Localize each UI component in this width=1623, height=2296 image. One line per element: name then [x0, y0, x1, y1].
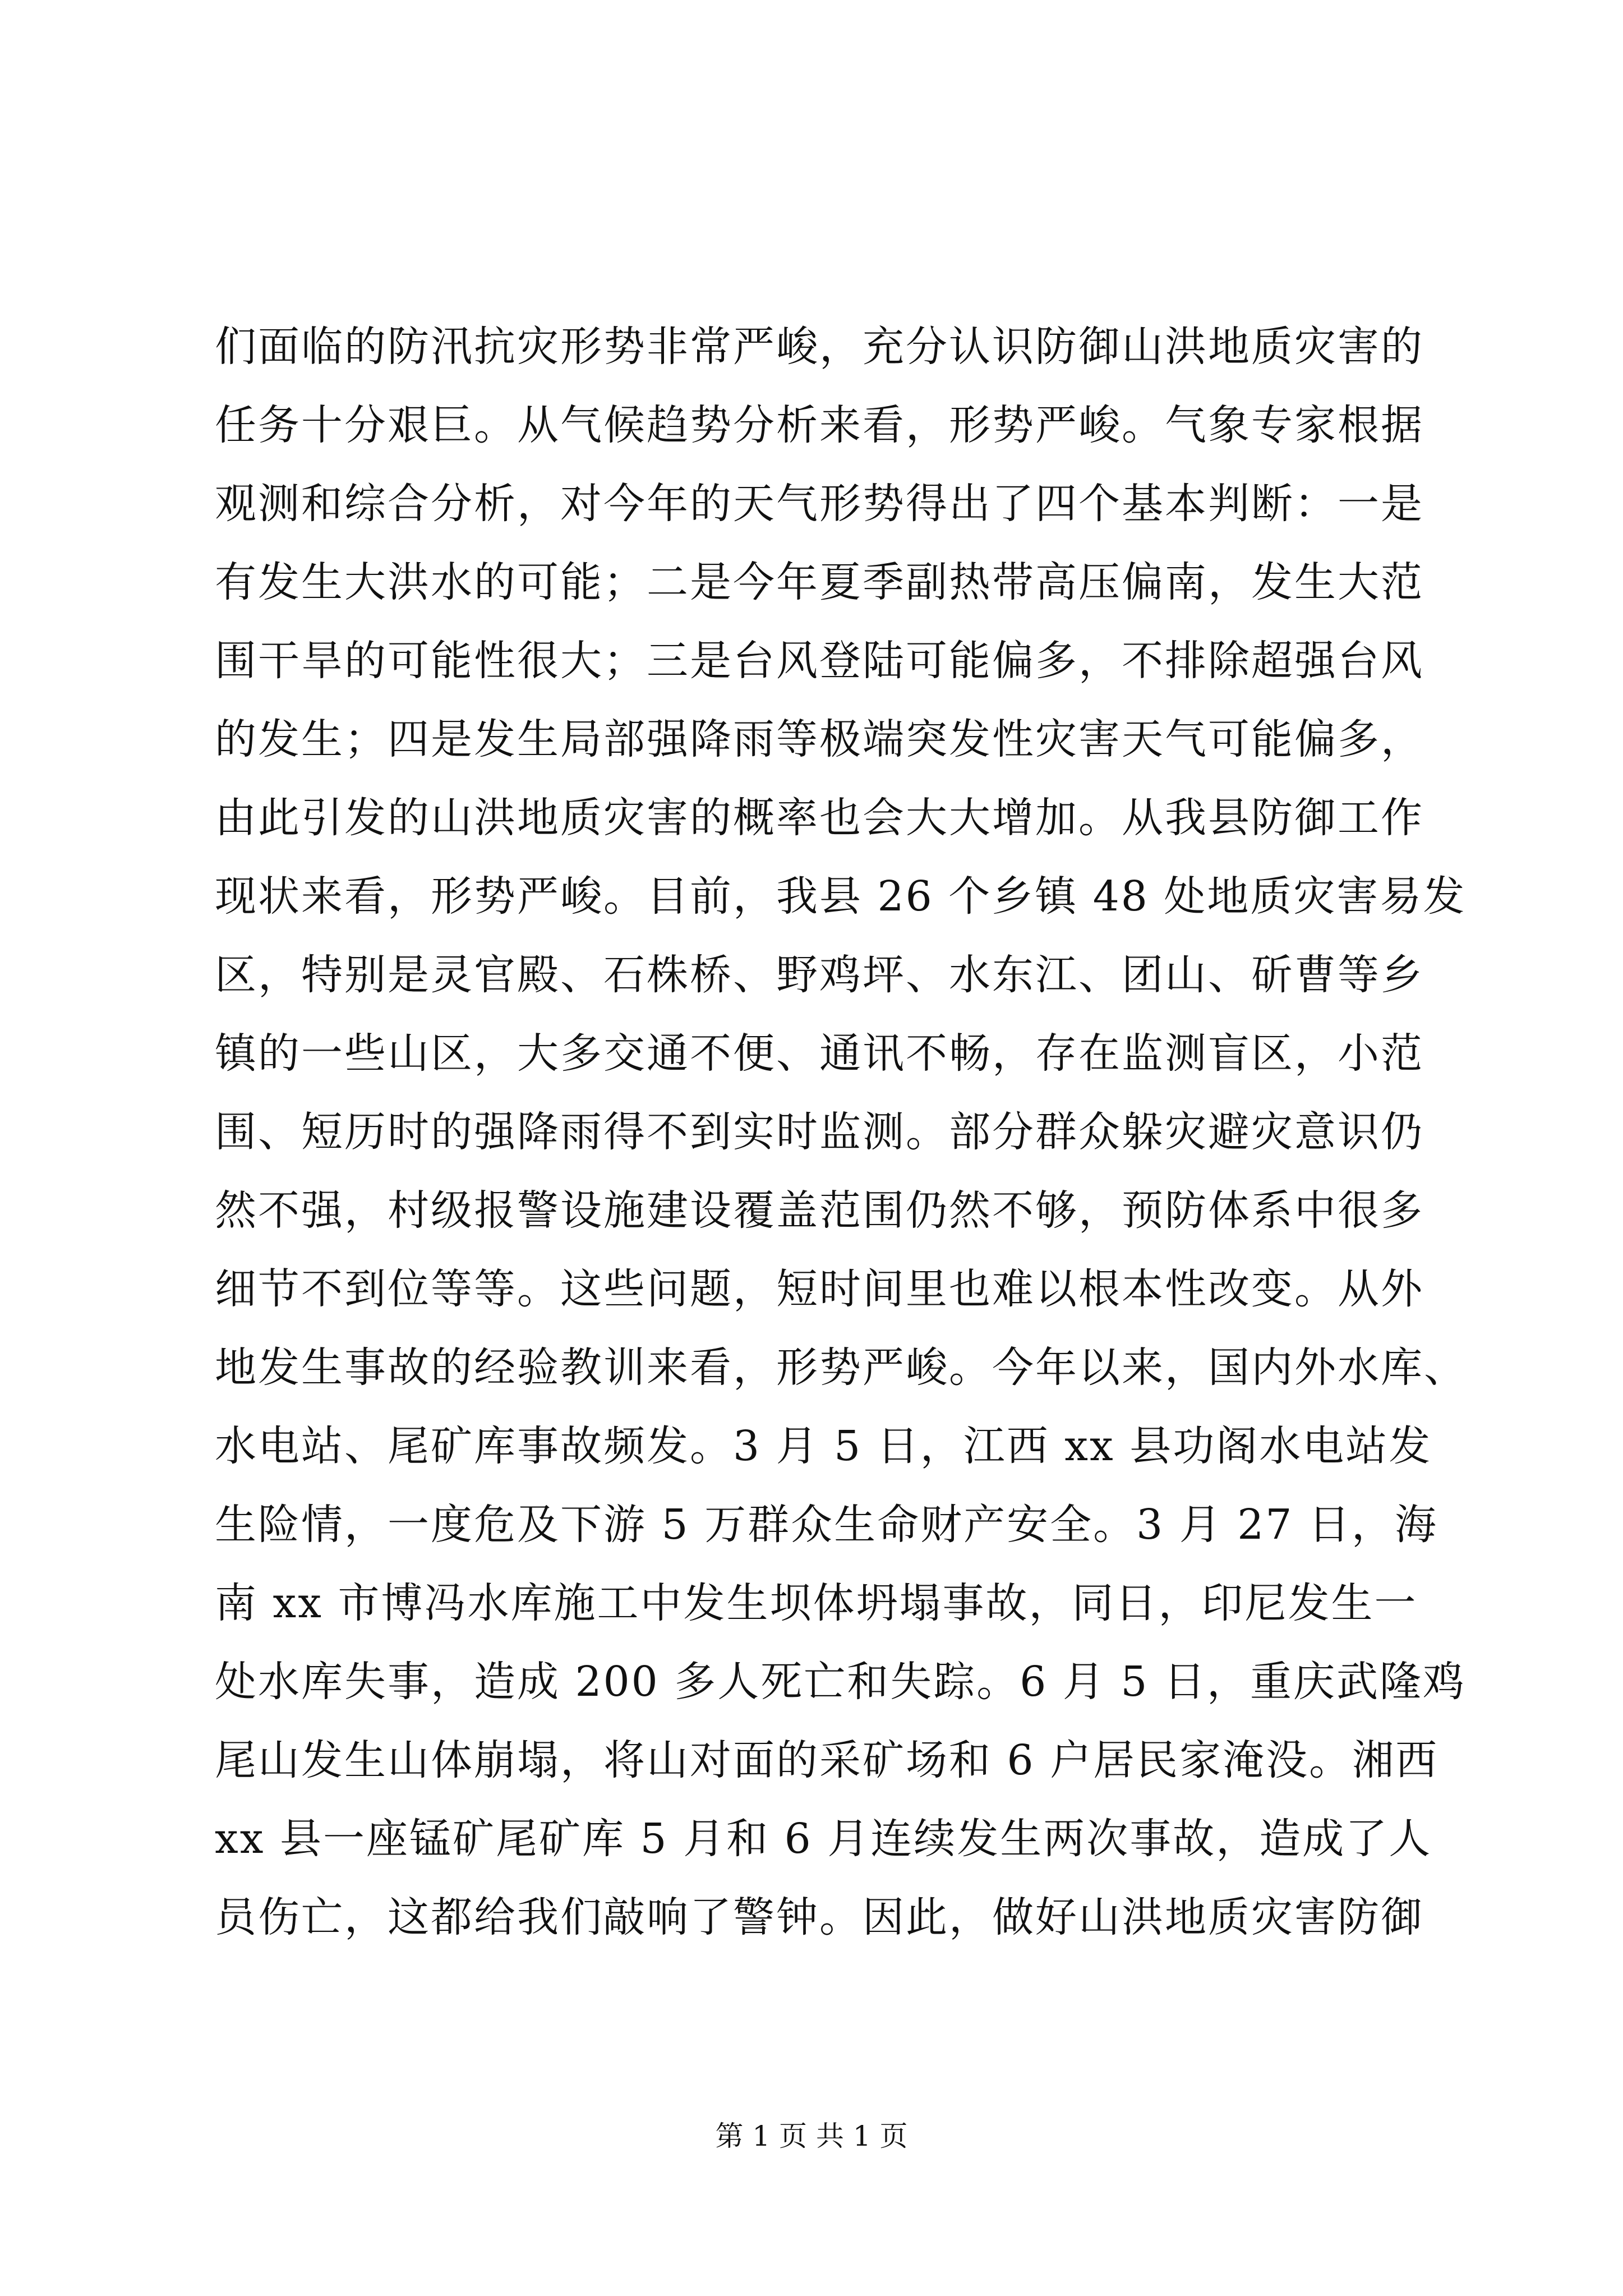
text-line: 围、短历时的强降雨得不到实时监测。部分群众躲灾避灾意识仍 — [215, 1108, 1424, 1156]
text-line: 围干旱的可能性很大；三是台风登陆可能偏多，不排除超强台风 — [215, 637, 1424, 685]
text-line: 然不强，村级报警设施建设覆盖范围仍然不够，预防体系中很多 — [215, 1186, 1424, 1235]
text-line: 们面临的防汛抗灾形势非常严峻，充分认识防御山洪地质灾害的 — [215, 323, 1424, 371]
text-line: 细节不到位等等。这些问题，短时间里也难以根本性改变。从外 — [215, 1265, 1424, 1313]
text-line: 观测和综合分析，对今年的天气形势得出了四个基本判断：一是 — [215, 480, 1424, 528]
text-line: 区，特别是灵官殿、石株桥、野鸡坪、水东江、团山、斫曹等乡 — [215, 951, 1424, 999]
text-line: 处水库失事，造成 200 多人死亡和失踪。6 月 5 日，重庆武隆鸡 — [215, 1658, 1467, 1706]
text-line: 地发生事故的经验教训来看，形势严峻。今年以来，国内外水库、 — [215, 1343, 1467, 1392]
text-line: xx 县一座锰矿尾矿库 5 月和 6 月连续发生两次事故，造成了人 — [215, 1815, 1432, 1863]
text-line: 有发生大洪水的可能；二是今年夏季副热带高压偏南，发生大范 — [215, 558, 1424, 606]
text-line: 生险情，一度危及下游 5 万群众生命财产安全。3 月 27 日，海 — [215, 1501, 1438, 1549]
text-line: 镇的一些山区，大多交通不便、通讯不畅，存在监测盲区，小范 — [215, 1029, 1424, 1078]
page-footer: 第 1 页 共 1 页 — [715, 2120, 908, 2152]
text-line: 水电站、尾矿库事故频发。3 月 5 日，江西 xx 县功阁水电站发 — [215, 1422, 1432, 1470]
text-line: 的发生；四是发生局部强降雨等极端突发性灾害天气可能偏多， — [215, 715, 1424, 763]
text-line: 任务十分艰巨。从气候趋势分析来看，形势严峻。气象专家根据 — [215, 401, 1424, 449]
text-line: 现状来看，形势严峻。目前，我县 26 个乡镇 48 处地质灾害易发 — [215, 872, 1467, 921]
text-line: 员伤亡，这都给我们敲响了警钟。因此，做好山洪地质灾害防御 — [215, 1893, 1424, 1941]
text-line: 由此引发的山洪地质灾害的概率也会大大增加。从我县防御工作 — [215, 794, 1424, 842]
document-body — [215, 307, 1467, 1957]
text-line: 尾山发生山体崩塌，将山对面的采矿场和 6 户居民家淹没。湘西 — [215, 1736, 1439, 1784]
text-line: 南 xx 市博冯水库施工中发生坝体坍塌事故，同日，印尼发生一 — [215, 1579, 1418, 1627]
